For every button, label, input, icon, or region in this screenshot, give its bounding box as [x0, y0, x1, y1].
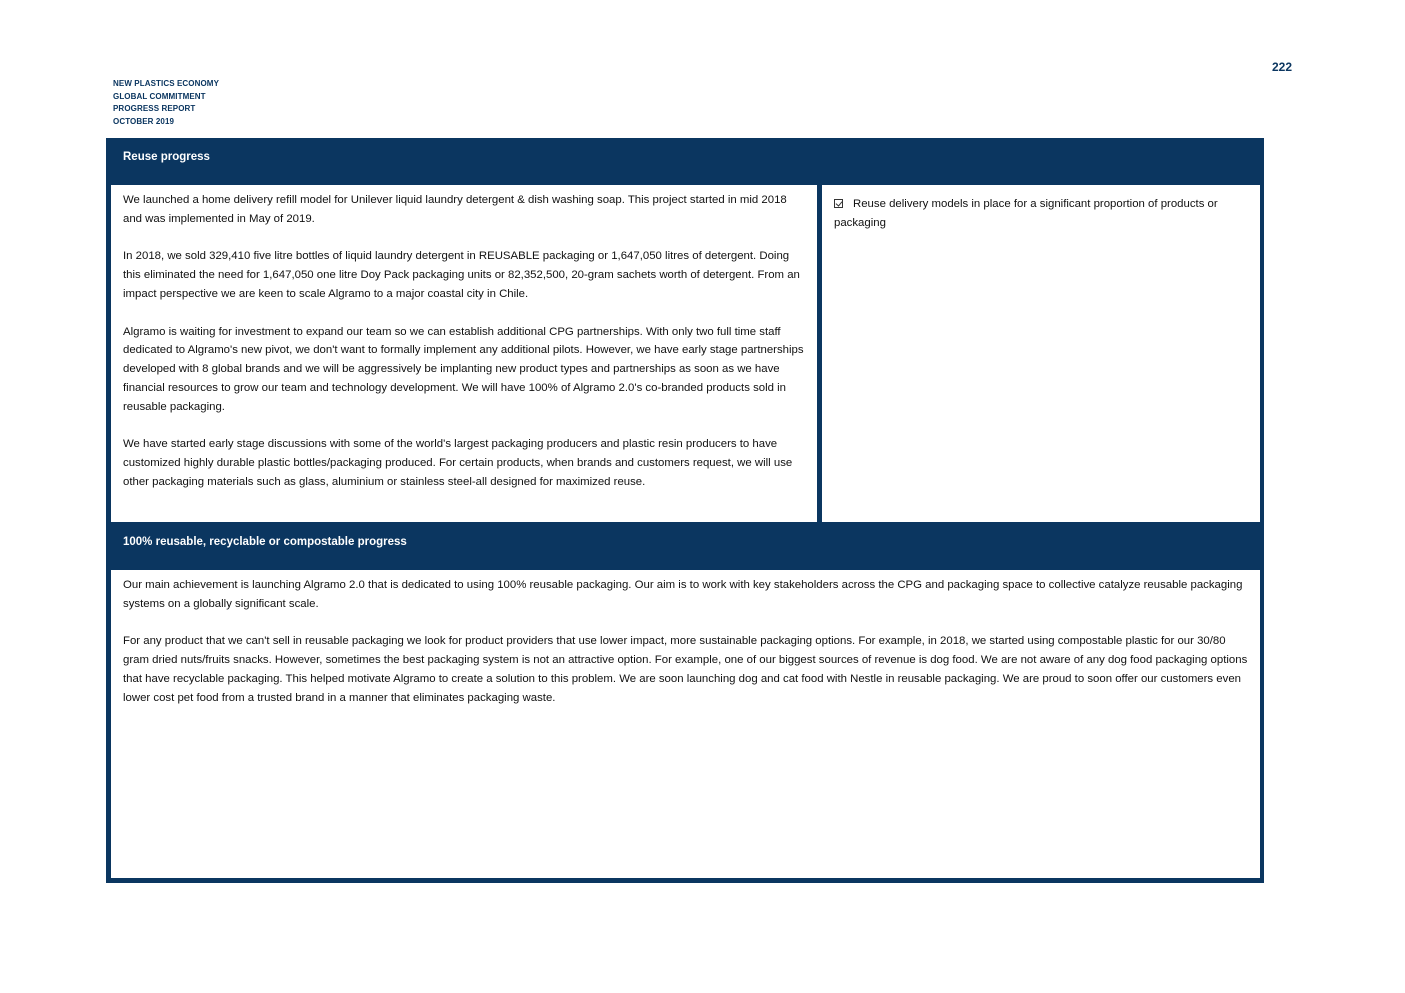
report-header-line: OCTOBER 2019 [113, 116, 175, 126]
recyclable-progress-text-panel [111, 570, 1260, 878]
report-header-line: PROGRESS REPORT [113, 104, 196, 113]
report-header-line: NEW PLASTICS ECONOMY [113, 79, 220, 88]
reuse-paragraph: We launched a home delivery refill model for Unilever liquid laundry detergent & dish washing soap. This project started in mid 2018 and was implemented in May of 2019. [123, 194, 787, 225]
recyclable-progress-heading: 100% reusable, recyclable or compostable progress [123, 536, 407, 548]
report-header-line: GLOBAL COMMITMENT [113, 91, 206, 101]
recyclable-paragraph: Our main achievement is launching Algramo 2.0 that is dedicated to using 100% reusable packaging. Our aim is to work with key stakeholders across the CPG and packaging space to collective catalyze reusable packaging systems on a globally significant scale. [123, 579, 1243, 610]
reuse-checkbox-label: Reuse delivery models in place for a significant proportion of products or packaging [834, 198, 1218, 229]
reuse-paragraph: Algramo is waiting for investment to expand our team so we can establish additional CPG partnerships. With only two full time staff dedicated to Algramo's new pivot, we don't want to formally implement any additional pilots. However, we have early stage partnerships developed with 8 global brands and we will be aggressively be implanting new product types and partnerships as soon as we have financial resources to grow our team and technology development. We will have 100% of Algramo 2.0's co-branded products sold in reusable packaging. [123, 325, 804, 413]
reuse-paragraph: We have started early stage discussions with some of the world's largest packaging producers and plastic resin producers to have customized highly durable plastic bottles/packaging produced. For certain products, when brands and customers request, we will use other packaging materials such as glass, aluminium or stainless steel-all designed for maximized reuse. [123, 438, 793, 488]
report-header [113, 78, 219, 128]
reuse-paragraph: In 2018, we sold 329,410 five litre bottles of liquid laundry detergent in REUSABLE packaging or 1,647,050 litres of detergent. Doing this eliminated the need for 1,647,050 one litre Doy Pack packaging units or 82,352,500, 20-gram sachets worth of detergent. From an impact perspective we are keen to scale Algramo to a major coastal city in Chile. [123, 250, 800, 300]
checked-box-icon [834, 199, 843, 208]
recyclable-paragraph: For any product that we can't sell in reusable packaging we look for product providers that use lower impact, more sustainable packaging options. For example, in 2018, we started using compostable plastic for our 30/80 gram dried nuts/fruits snacks. However, sometimes the best packaging system is not an attractive option. For example, one of our biggest sources of revenue is dog food. We are not aware of any dog food packaging options that have recyclable packaging. This helped motivate Algramo to create a solution to this problem. We are soon launching dog and cat food with Nestle in reusable packaging. We are proud to soon offer our customers even lower cost pet food from a trusted brand in a manner that eliminates packaging waste. [123, 635, 1248, 704]
reuse-progress-text-panel [111, 185, 817, 522]
reuse-progress-heading: Reuse progress [123, 151, 210, 163]
reuse-checkbox-panel [822, 185, 1260, 522]
page-number: 222 [1271, 60, 1292, 74]
progress-table [106, 138, 1264, 883]
